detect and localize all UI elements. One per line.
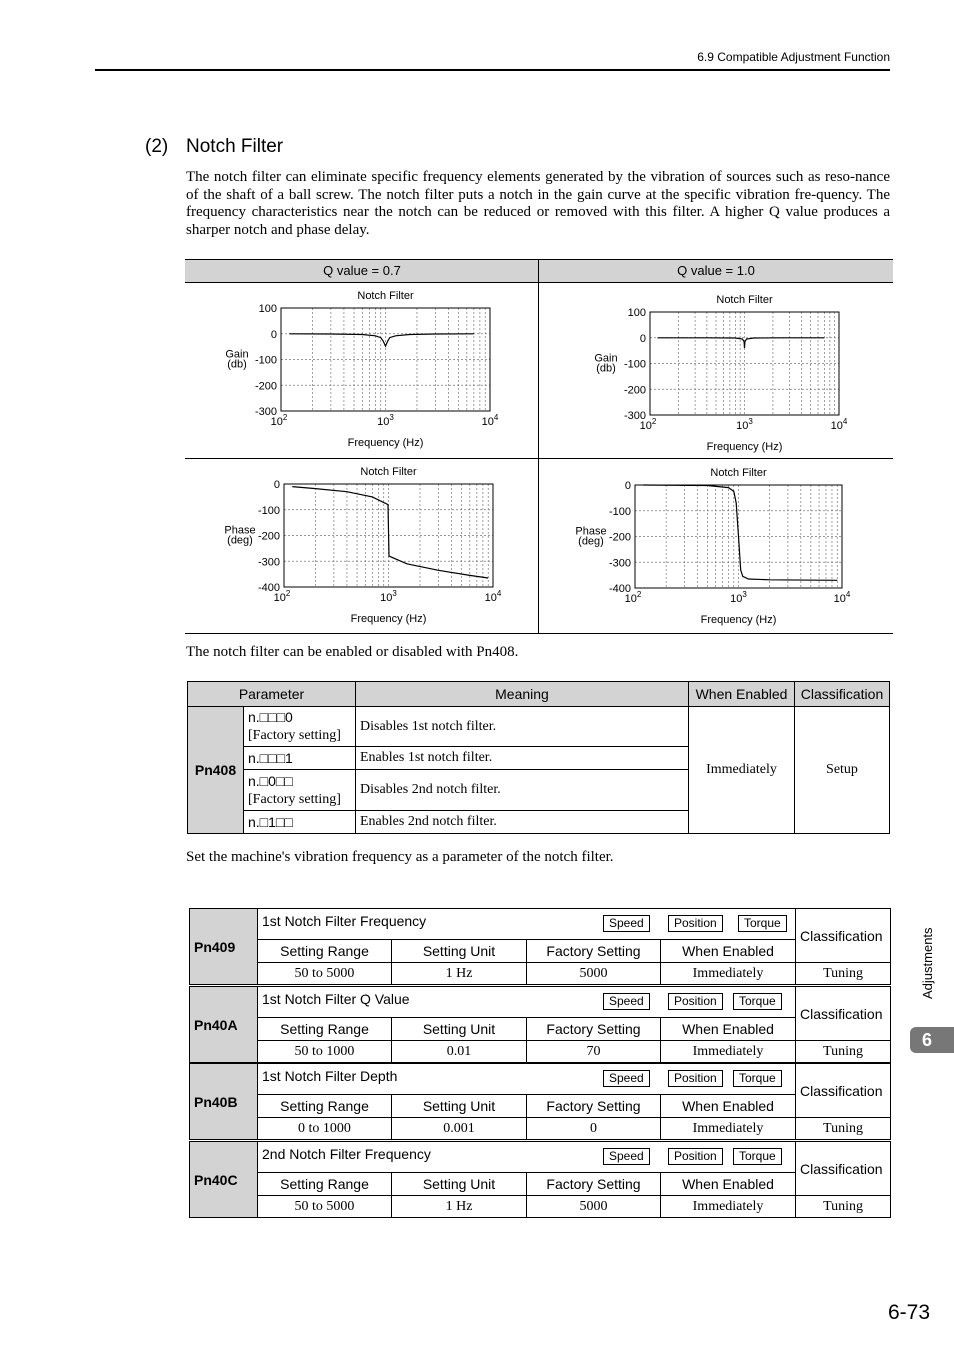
parameter-name: Pn40A: [190, 987, 258, 1063]
parameter-title: [258, 1142, 796, 1173]
y-tick-label: -200: [608, 531, 631, 544]
code-note: [Factory setting]: [248, 728, 341, 743]
when-enabled: Immediately: [661, 1118, 796, 1140]
x-axis-label: Frequency (Hz): [706, 441, 783, 453]
parameter-block-pn40a: [189, 986, 890, 1063]
header-rule: [95, 69, 890, 71]
series-line: [292, 487, 488, 578]
parameter-block-pn40c: [189, 1141, 890, 1218]
column-header: Meaning: [356, 682, 689, 707]
chart-title: Notch Filter: [710, 467, 767, 479]
y-axis-label: Phase: [224, 524, 256, 537]
when-enabled: Immediately: [661, 963, 796, 985]
parameter-block-pn40b: [189, 1063, 890, 1140]
speed-badge: Speed: [603, 1148, 650, 1165]
classification-label: Classification: [796, 1064, 891, 1118]
x-tick-label: $10^4$: [484, 589, 502, 604]
chart-title: Notch Filter: [716, 294, 773, 306]
factory-setting-label: Factory Setting: [527, 1095, 661, 1118]
factory-setting-label: Factory Setting: [527, 1173, 661, 1196]
x-tick-label: $10^3$: [736, 417, 753, 432]
notch-filter-chart-grid: [185, 259, 893, 634]
y-tick-label: -200: [623, 384, 646, 397]
setting-range: 0 to 1000: [258, 1118, 392, 1140]
y-axis-unit: (db): [596, 362, 616, 375]
y-tick-label: -300: [623, 410, 646, 422]
y-tick-label: 0: [270, 328, 277, 341]
column-header: When Enabled: [689, 682, 795, 707]
y-tick-label: -300: [257, 556, 280, 569]
y-tick-label: -400: [608, 583, 631, 595]
x-tick-label: $10^4$: [830, 417, 848, 432]
meaning: Enables 1st notch filter.: [356, 747, 689, 770]
y-tick-label: -200: [254, 380, 277, 393]
y-axis-unit: (db): [227, 358, 247, 371]
column-header: Classification: [795, 682, 890, 707]
setting-unit: 1 Hz: [392, 1196, 527, 1218]
y-tick-label: 0: [639, 332, 646, 345]
meaning: Disables 1st notch filter.: [356, 707, 689, 747]
column-header: Parameter: [188, 682, 356, 707]
meaning: Disables 2nd notch filter.: [356, 770, 689, 811]
when-enabled: Immediately: [661, 1041, 796, 1063]
factory-setting: 5000: [527, 1196, 661, 1218]
when-enabled: Immediately: [661, 1196, 796, 1218]
factory-setting: 5000: [527, 963, 661, 985]
parameter-name: Pn40B: [190, 1064, 258, 1140]
code-value: n.□□□1: [248, 749, 293, 766]
parameter-title-text: 1st Notch Filter Q Value: [262, 991, 410, 1007]
speed-badge: Speed: [603, 993, 650, 1010]
when-enabled-label: When Enabled: [661, 940, 796, 963]
when-enabled-label: When Enabled: [661, 1018, 796, 1041]
y-tick-label: -100: [257, 504, 280, 517]
factory-setting: 0: [527, 1118, 661, 1140]
parameter-title: [258, 1064, 796, 1095]
intro-paragraph: The notch filter can eliminate specific frequency elements generated by the vibration of sources such as reso-nance of the shaft of a ball screw. The notch filter puts a notch in the gain curve at the specific vibration fre-quency. The frequency characteristics near the notch can be reduced or removed with this filter. A higher Q value produces a sharper notch and phase delay.: [186, 169, 890, 238]
when-enabled-label: When Enabled: [661, 1173, 796, 1196]
y-tick-label: -400: [257, 582, 280, 594]
y-axis-unit: (deg): [227, 534, 253, 547]
pn408-note: The notch filter can be enabled or disabled with Pn408.: [186, 644, 519, 660]
series-line: [289, 334, 474, 346]
y-axis-unit: (deg): [578, 535, 604, 548]
classification: Tuning: [796, 1041, 891, 1063]
classification: Tuning: [796, 1118, 891, 1140]
page-number: 6-73: [887, 1301, 930, 1324]
x-axis-label: Frequency (Hz): [347, 437, 424, 449]
section-heading: [145, 136, 283, 158]
setting-range: 50 to 5000: [258, 1196, 392, 1218]
chart-title: Notch Filter: [360, 466, 417, 478]
torque-badge: Torque: [733, 1148, 782, 1165]
y-tick-label: -300: [608, 557, 631, 570]
factory-setting-label: Factory Setting: [527, 940, 661, 963]
position-badge: Position: [668, 993, 723, 1010]
setting-range: 50 to 5000: [258, 963, 392, 985]
side-tab-label: [895, 920, 935, 1000]
setting-range-label: Setting Range: [258, 1173, 392, 1196]
y-tick-label: 0: [624, 480, 631, 492]
parameter-title: [258, 909, 796, 940]
chart-title: Notch Filter: [357, 290, 414, 302]
position-badge: Position: [668, 1148, 723, 1165]
parameter-title: [258, 987, 796, 1018]
factory-setting: 70: [527, 1041, 661, 1063]
position-badge: Position: [668, 1070, 723, 1087]
x-tick-label: $10^2$: [624, 590, 642, 605]
side-tab-text: Adjustments: [920, 927, 935, 999]
classification-label: Classification: [796, 1142, 891, 1196]
position-badge: Position: [668, 915, 723, 932]
y-tick-label: -200: [257, 530, 280, 543]
x-axis-label: Frequency (Hz): [350, 613, 427, 625]
y-tick-label: -100: [608, 505, 631, 518]
x-tick-label: $10^4$: [833, 590, 851, 605]
setting-unit: 0.001: [392, 1118, 527, 1140]
y-tick-label: 100: [258, 303, 277, 315]
section-number: (2): [145, 136, 169, 157]
x-tick-label: $10^4$: [481, 413, 499, 428]
chapter-tab: 6: [910, 1027, 954, 1053]
setting-code: [244, 770, 356, 811]
x-axis-label: Frequency (Hz): [700, 614, 777, 626]
series-line: [643, 485, 837, 580]
torque-badge: Torque: [738, 915, 787, 932]
x-tick-label: $10^3$: [377, 413, 394, 428]
setting-range-label: Setting Range: [258, 940, 392, 963]
setting-range-label: Setting Range: [258, 1018, 392, 1041]
parameter-title-text: 1st Notch Filter Depth: [262, 1068, 398, 1084]
x-tick-label: $10^3$: [380, 589, 397, 604]
y-tick-label: -300: [254, 406, 277, 418]
classification: Setup: [795, 707, 890, 834]
setting-unit: 0.01: [392, 1041, 527, 1063]
speed-badge: Speed: [603, 915, 650, 932]
parameter-name: Pn408: [188, 707, 244, 834]
set-frequency-note: Set the machine's vibration frequency as a parameter of the notch filter.: [186, 849, 614, 865]
parameter-name: Pn409: [190, 909, 258, 985]
classification-label: Classification: [796, 987, 891, 1041]
parameter-name: Pn40C: [190, 1142, 258, 1218]
y-tick-label: -100: [254, 354, 277, 367]
y-tick-label: 0: [273, 479, 280, 491]
setting-unit-label: Setting Unit: [392, 1018, 527, 1041]
meaning: Enables 2nd notch filter.: [356, 811, 689, 834]
classification: Tuning: [796, 963, 891, 985]
x-tick-label: $10^2$: [639, 417, 657, 432]
classification-label: Classification: [796, 909, 891, 963]
when-enabled-label: When Enabled: [661, 1095, 796, 1118]
setting-range: 50 to 1000: [258, 1041, 392, 1063]
when-enabled: Immediately: [689, 707, 795, 834]
x-tick-label: $10^2$: [270, 413, 288, 428]
setting-unit: 1 Hz: [392, 963, 527, 985]
setting-code: [244, 747, 356, 770]
chart-column-header: Q value = 1.0: [539, 259, 893, 283]
parameter-title-text: 2nd Notch Filter Frequency: [262, 1146, 431, 1162]
y-axis-label: Phase: [575, 525, 607, 538]
running-head: 6.9 Compatible Adjustment Function: [697, 50, 890, 64]
y-axis-label: Gain: [594, 352, 618, 365]
y-tick-label: 100: [627, 307, 646, 319]
y-tick-label: -100: [623, 358, 646, 371]
chart-column-header: Q value = 0.7: [185, 259, 539, 283]
setting-unit-label: Setting Unit: [392, 1173, 527, 1196]
factory-setting-label: Factory Setting: [527, 1018, 661, 1041]
setting-range-label: Setting Range: [258, 1095, 392, 1118]
code-value: n.□0□□: [248, 772, 293, 789]
torque-badge: Torque: [733, 993, 782, 1010]
pn408-table: [187, 681, 890, 834]
notch-filter-charts: [185, 259, 893, 634]
series-line: [658, 338, 825, 348]
x-tick-label: $10^2$: [273, 589, 291, 604]
code-note: [Factory setting]: [248, 791, 341, 807]
setting-code: [244, 707, 356, 747]
torque-badge: Torque: [733, 1070, 782, 1087]
setting-unit-label: Setting Unit: [392, 1095, 527, 1118]
code-value: n.□□□0: [248, 709, 293, 725]
x-tick-label: $10^3$: [730, 590, 747, 605]
y-axis-label: Gain: [225, 348, 249, 361]
setting-code: [244, 811, 356, 834]
classification: Tuning: [796, 1196, 891, 1218]
section-title: Notch Filter: [186, 136, 284, 157]
speed-badge: Speed: [603, 1070, 650, 1087]
code-value: n.□1□□: [248, 813, 293, 830]
setting-unit-label: Setting Unit: [392, 940, 527, 963]
parameter-title-text: 1st Notch Filter Frequency: [262, 913, 427, 929]
parameter-block-pn409: [189, 908, 890, 985]
